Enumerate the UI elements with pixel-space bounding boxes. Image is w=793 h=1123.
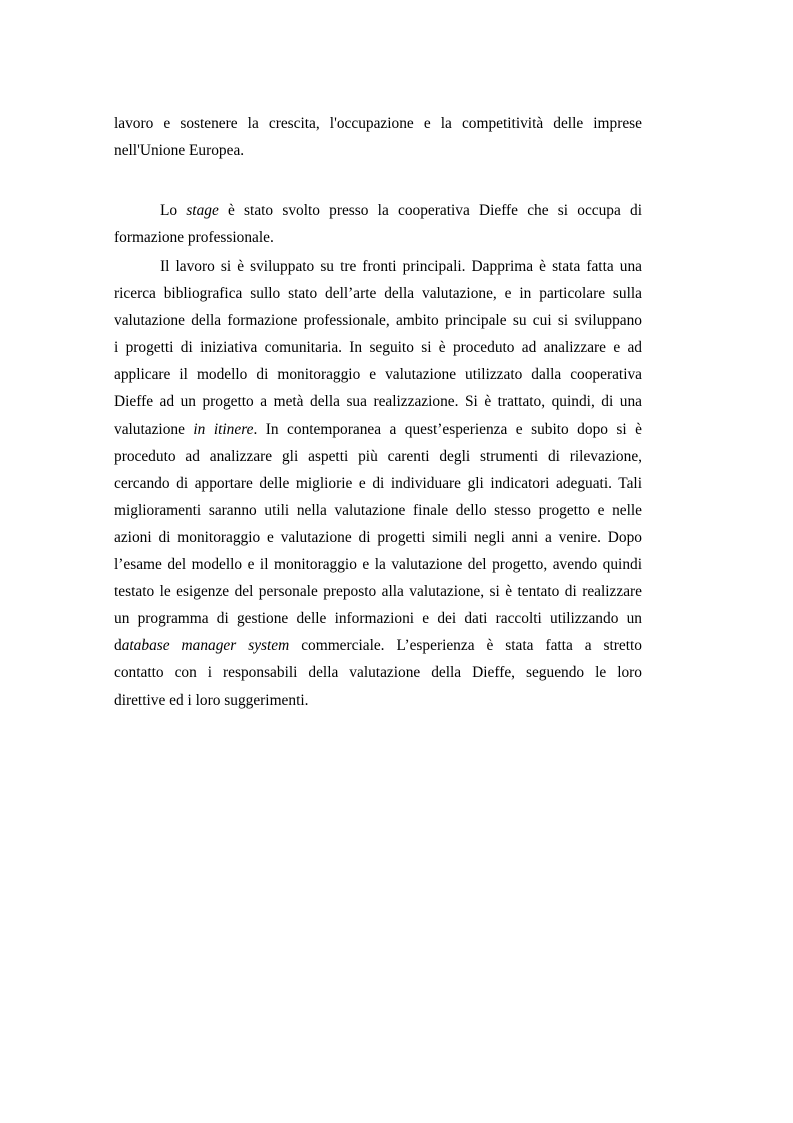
paragraph-3-line-9: cercando di apportare delle migliorie e di individuare gli indicatori adeguati. Tali <box>114 474 642 492</box>
paragraph-3-line-8: proceduto ad analizzare gli aspetti più carenti degli strumenti di rilevazione, <box>114 447 642 465</box>
paragraph-3-line-15-after: commerciale. L’esperienza è stata fatta a stretto <box>289 637 642 655</box>
paragraph-3-line-3: valutazione della formazione professionale, ambito principale su cui si sviluppano <box>114 312 642 330</box>
paragraph-3-line-7 <box>114 416 642 443</box>
paragraph-3-line-7-before: valutazione <box>114 420 194 438</box>
paragraph-2-line-2: formazione professionale. <box>114 229 274 247</box>
paragraph-2-line-1-italic: stage <box>186 202 219 219</box>
paragraph-2-line-1-after: è stato svolto presso la cooperativa Dieffe che si occupa di <box>218 202 643 219</box>
paragraph-3-line-12: l’esame del modello e il monitoraggio e la valutazione del progetto, avendo quindi <box>114 556 642 574</box>
paragraph-3-line-11: azioni di monitoraggio e valutazione di progetti simili negli anni a venire. Dopo <box>114 528 642 546</box>
paragraph-1 <box>114 110 642 164</box>
paragraph-3-line-17: direttive ed i loro suggerimenti. <box>114 691 309 709</box>
paragraph-3-line-15-before: d <box>114 637 122 655</box>
paragraph-3-line-15 <box>114 632 642 659</box>
paragraph-2-line-1-before: Lo <box>160 202 187 219</box>
paragraph-3-line-14: un programma di gestione delle informazioni e dei dati raccolti utilizzando un <box>114 610 642 628</box>
paragraph-3-line-7-after: . In contemporanea a quest’esperienza e subito dopo si è <box>253 420 642 438</box>
paragraph-1-line-1: lavoro e sostenere la crescita, l'occupazione e la competitività delle imprese <box>114 115 642 132</box>
paragraph-3-line-16: contatto con i responsabili della valutazione della Dieffe, seguendo le loro <box>114 664 642 682</box>
paragraph-3-line-15-italic: atabase manager system <box>121 637 290 655</box>
paragraph-3-line-6: Dieffe ad un progetto a metà della sua realizzazione. Si è trattato, quindi, di una <box>114 393 642 411</box>
paragraph-3-line-1: Il lavoro si è sviluppato su tre fronti principali. Dapprima è stata fatta una <box>160 258 642 275</box>
paragraph-3 <box>114 253 642 714</box>
paragraph-3-line-10: miglioramenti saranno utili nella valutazione finale dello stesso progetto e nelle <box>114 501 642 519</box>
paragraph-1-line-2: nell'Unione Europea. <box>114 142 245 160</box>
paragraph-2-line-1 <box>114 197 642 224</box>
paragraph-3-line-2: ricerca bibliografica sullo stato dell’arte della valutazione, e in particolare sulla <box>114 285 642 303</box>
paragraph-3-line-7-italic: in itinere <box>193 420 254 438</box>
paragraph-2 <box>114 197 642 251</box>
paragraph-3-line-5: applicare il modello di monitoraggio e valutazione utilizzato dalla cooperativa <box>114 366 642 384</box>
paragraph-3-line-13: testato le esigenze del personale preposto alla valutazione, si è tentato di realizzare <box>114 583 642 601</box>
paragraph-3-line-4: i progetti di iniziativa comunitaria. In seguito si è proceduto ad analizzare e ad <box>114 339 642 357</box>
